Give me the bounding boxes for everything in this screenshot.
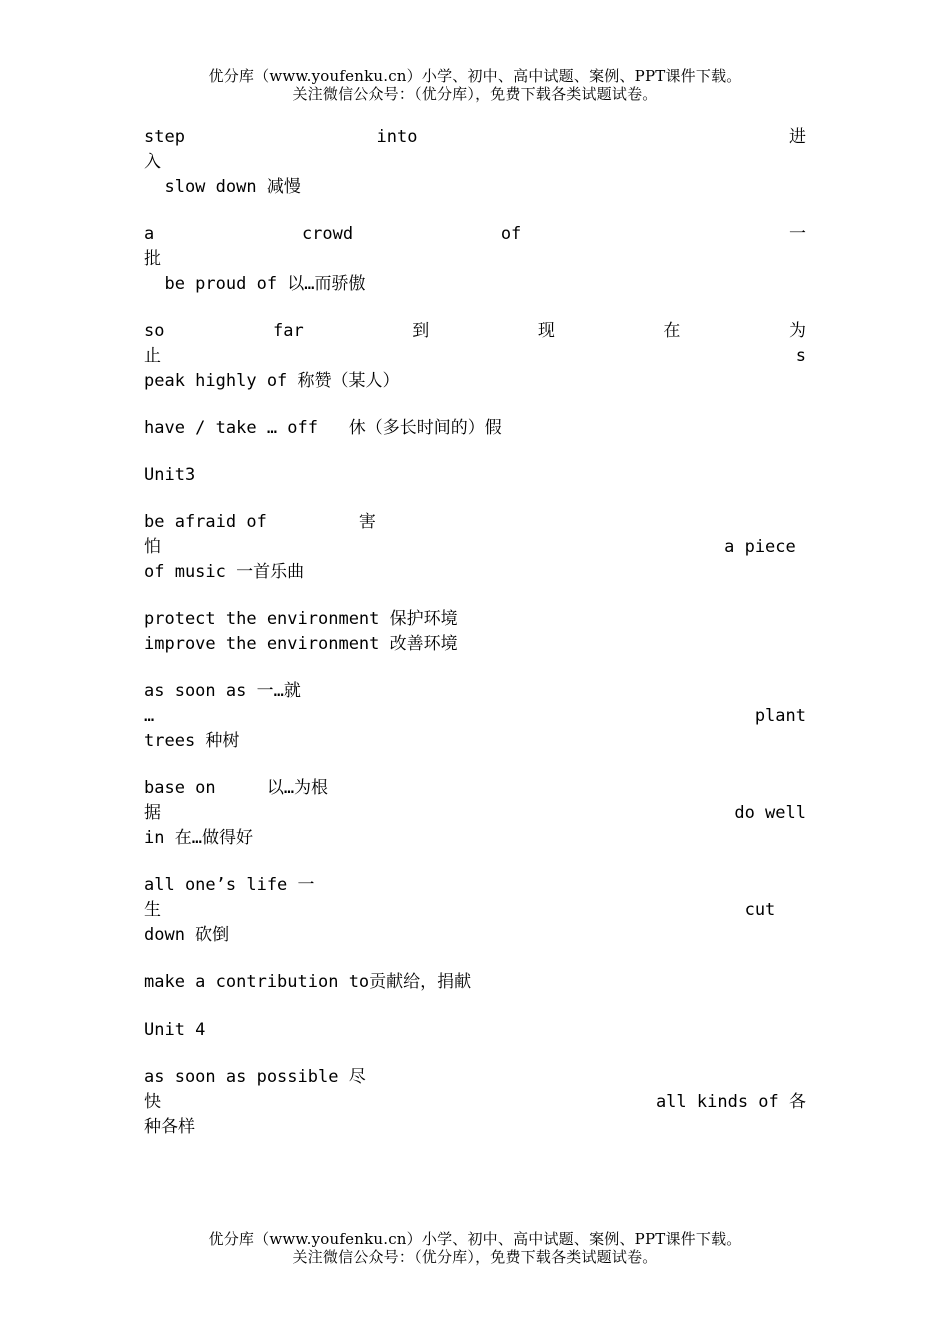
page-header	[0, 67, 950, 103]
footer-line-2: 关注微信公众号：（优分库），免费下载各类试题试卷。	[292, 1248, 658, 1266]
phrase-cut-down-cont: down 砍倒	[144, 925, 230, 945]
phrase-step-into: step into 进	[144, 127, 806, 147]
header-line-2: 关注微信公众号：（优分库），免费下载各类试题试卷。	[292, 85, 658, 103]
phrase-a-crowd-of-cont: 批	[144, 249, 161, 269]
phrase-all-kinds-of-cont: 种各样	[144, 1117, 195, 1137]
phrase-so-far: so far 到 现 在 为	[144, 321, 806, 341]
phrase-slow-down: slow down 减慢	[144, 177, 301, 197]
phrase-a-piece-of-music-cont: of music 一首乐曲	[144, 562, 305, 582]
phrase-improve-environment: improve the environment 改善环境	[144, 634, 458, 654]
header-line-1: 优分库（www.youfenku.cn）小学、初中、高中试题、案例、PPT课件下载。	[208, 67, 742, 85]
phrase-as-soon-as-possible: as soon as possible 尽	[144, 1067, 366, 1087]
phrase-step-into-cont: 入	[144, 152, 161, 172]
phrase-as-soon-as: as soon as 一…就	[144, 681, 301, 701]
footer-line-1: 优分库（www.youfenku.cn）小学、初中、高中试题、案例、PPT课件下载。	[208, 1230, 742, 1248]
phrase-all-kinds-of: 快 all kinds of 各	[144, 1092, 806, 1112]
phrase-have-take-off: have / take … off 休（多长时间的）假	[144, 418, 502, 438]
phrase-a-piece-of-music: 怕 a piece	[144, 537, 806, 557]
unit-3-heading: Unit3	[144, 465, 196, 485]
phrase-protect-environment: protect the environment 保护环境	[144, 609, 458, 629]
phrase-make-a-contribution-to: make a contribution to贡献给，捐献	[144, 972, 472, 992]
page-footer	[0, 1230, 950, 1266]
phrase-cut-down: 生 cut	[144, 900, 806, 920]
phrase-speak-highly-of: peak highly of 称赞（某人）	[144, 371, 400, 391]
phrase-be-afraid-of: be afraid of 害	[144, 512, 376, 532]
phrase-do-well-in-cont: in 在…做得好	[144, 828, 253, 848]
phrase-be-proud-of: be proud of 以…而骄傲	[144, 274, 366, 294]
phrase-base-on: base on 以…为根	[144, 778, 329, 798]
phrase-plant-trees: … plant	[144, 706, 806, 726]
phrase-all-ones-life: all one’s life 一	[144, 875, 315, 895]
phrase-plant-trees-cont: trees 种树	[144, 731, 240, 751]
phrase-do-well-in: 据 do well	[144, 803, 806, 823]
phrase-a-crowd-of: a crowd of 一	[144, 224, 806, 244]
phrase-so-far-cont: 止 s	[144, 346, 806, 366]
unit-4-heading: Unit 4	[144, 1020, 206, 1040]
